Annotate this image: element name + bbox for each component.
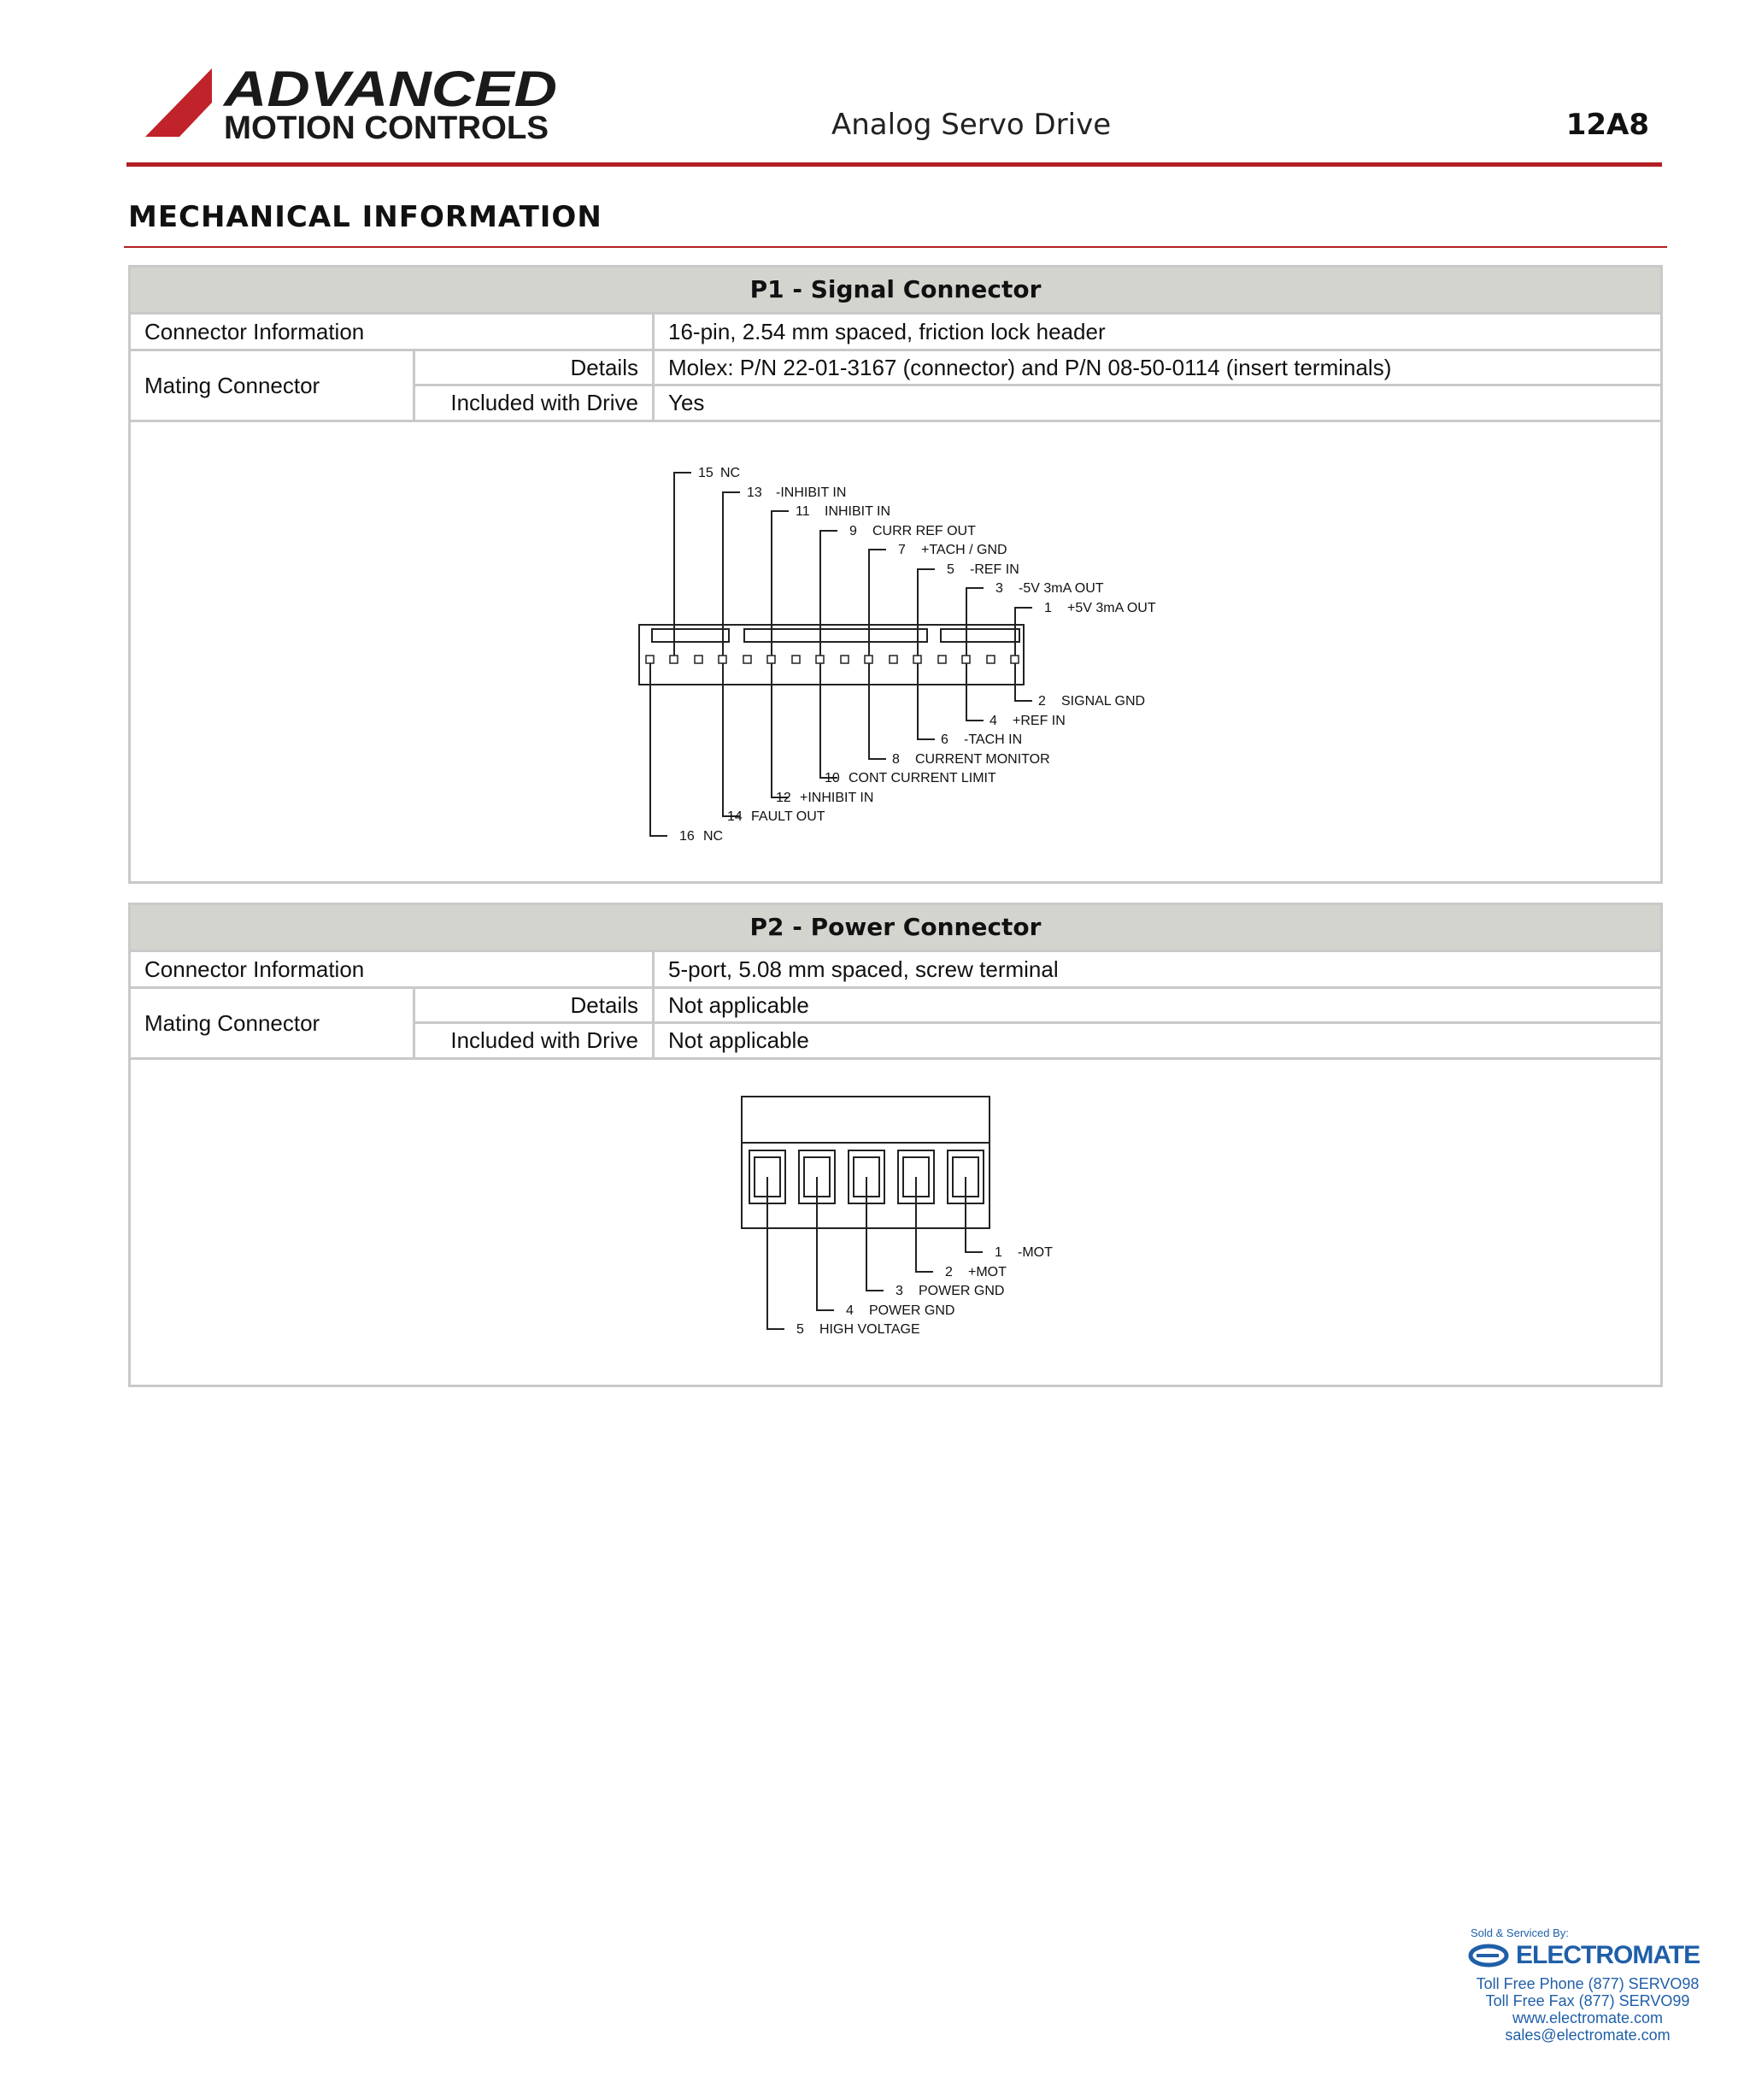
details-label: Details — [413, 351, 652, 384]
pin-label: -MOT — [1018, 1245, 1053, 1260]
connector-info-label: Connector Information — [144, 319, 365, 344]
included-label: Included with Drive — [413, 1024, 652, 1057]
included-value: Yes — [652, 386, 1660, 420]
electromate-logo-icon — [1468, 1943, 1509, 1968]
pin-number: 4 — [990, 714, 997, 728]
sold-by-label: Sold & Serviced By: — [1471, 1926, 1569, 1939]
table-row — [413, 1024, 1660, 1057]
pin-label: +MOT — [968, 1265, 1007, 1279]
connector-info-label: Connector Information — [144, 956, 365, 982]
table-row — [131, 315, 1660, 351]
mating-connector-group — [131, 351, 1660, 422]
pin-number: 13 — [747, 485, 762, 500]
details-label: Details — [413, 989, 652, 1021]
pin-number: 2 — [945, 1265, 953, 1279]
details-value: Molex: P/N 22-01-3167 (connector) and P/N 08-50-0114 (insert terminals) — [652, 351, 1660, 384]
pin-number: 10 — [825, 771, 840, 785]
pin-number: 2 — [1038, 694, 1046, 709]
included-label: Included with Drive — [413, 386, 652, 420]
p2-connector-table — [128, 903, 1663, 1387]
pin-label: HIGH VOLTAGE — [819, 1322, 920, 1337]
section-title: MECHANICAL INFORMATION — [128, 200, 602, 234]
pin-label: -INHIBIT IN — [776, 485, 847, 500]
pin-number: 8 — [892, 752, 900, 767]
details-value: Not applicable — [652, 989, 1660, 1021]
table-row — [413, 386, 1660, 420]
pin-label: CURRENT MONITOR — [915, 752, 1050, 767]
distributor-logo — [1468, 1941, 1707, 1970]
pin-number: 1 — [995, 1245, 1002, 1260]
pin-number: 16 — [679, 829, 695, 844]
table-row — [131, 952, 1660, 989]
email-link[interactable]: sales@electromate.com — [1505, 2026, 1671, 2044]
header-divider — [126, 162, 1662, 167]
mating-connector-group — [131, 989, 1660, 1060]
pin-number: 5 — [796, 1322, 804, 1337]
pin-number: 7 — [898, 543, 906, 557]
pin-number: 9 — [849, 524, 857, 538]
pin-number: 3 — [995, 581, 1003, 596]
p1-table-title: P1 - Signal Connector — [131, 268, 1660, 315]
p2-pinout-diagram — [131, 1060, 1660, 1385]
included-value: Not applicable — [652, 1024, 1660, 1057]
pin-label: +INHIBIT IN — [800, 791, 874, 805]
connector-info-value: 5-port, 5.08 mm spaced, screw terminal — [652, 952, 1660, 986]
logo-line2: MOTION CONTROLS — [224, 110, 549, 146]
pin-label: +TACH / GND — [921, 543, 1007, 557]
distributor-name: ELECTROMATE — [1516, 1941, 1700, 1969]
pin-label: -TACH IN — [964, 732, 1023, 747]
connector-info-value: 16-pin, 2.54 mm spaced, friction lock header — [652, 315, 1660, 349]
pin-number: 14 — [727, 809, 743, 824]
pin-label: FAULT OUT — [751, 809, 825, 824]
pin-number: 4 — [846, 1303, 854, 1318]
mating-connector-label: Mating Connector — [144, 373, 320, 398]
pin-label: POWER GND — [869, 1303, 955, 1318]
company-logo — [144, 63, 562, 149]
pin-number: 12 — [776, 791, 791, 805]
pin-label: SIGNAL GND — [1061, 694, 1146, 709]
section-divider — [124, 246, 1667, 248]
pin-label: NC — [703, 829, 724, 844]
pin-label: INHIBIT IN — [825, 504, 891, 519]
pin-label: NC — [720, 466, 741, 480]
pin-label: -5V 3mA OUT — [1019, 581, 1104, 596]
p2-table-title: P2 - Power Connector — [131, 905, 1660, 952]
pin-number: 1 — [1044, 601, 1052, 615]
pin-label: +REF IN — [1013, 714, 1066, 728]
document-subtitle: Analog Servo Drive — [831, 108, 1112, 142]
logo-line1: ADVANCED — [221, 63, 557, 117]
p1-connector-table — [128, 265, 1663, 884]
pin-label: +5V 3mA OUT — [1067, 601, 1156, 615]
table-row — [413, 989, 1660, 1024]
pin-number: 3 — [896, 1284, 903, 1298]
p1-pinout-diagram — [131, 422, 1660, 881]
pin-number: 6 — [941, 732, 948, 747]
mating-connector-label: Mating Connector — [144, 1010, 320, 1036]
fax-line: Toll Free Fax (877) SERVO99 — [1485, 1992, 1690, 2009]
table-row — [413, 351, 1660, 386]
pin-number: 5 — [947, 562, 954, 577]
phone-line: Toll Free Phone (877) SERVO98 — [1476, 1975, 1700, 1992]
pin-label: CONT CURRENT LIMIT — [849, 771, 996, 785]
pin-number: 11 — [796, 504, 810, 519]
website-link[interactable]: www.electromate.com — [1512, 2009, 1664, 2026]
model-number: 12A8 — [1565, 108, 1649, 142]
pin-label: -REF IN — [970, 562, 1019, 577]
pin-label: CURR REF OUT — [872, 524, 976, 538]
pin-label: POWER GND — [919, 1284, 1005, 1298]
pin-number: 15 — [698, 466, 714, 480]
distributor-block — [1468, 1926, 1707, 2044]
